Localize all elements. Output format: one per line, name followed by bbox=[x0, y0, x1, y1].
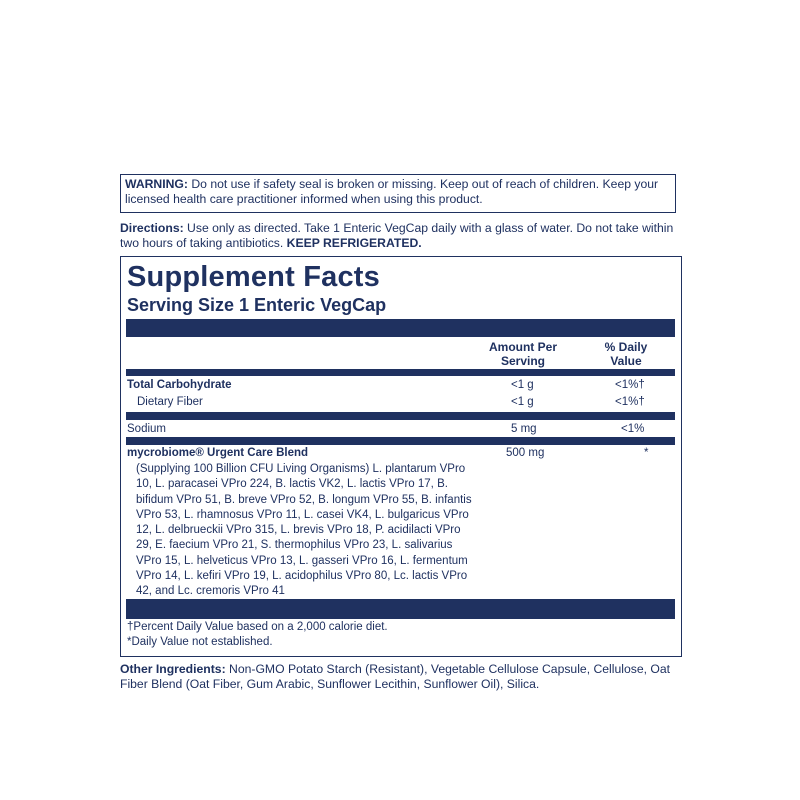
blend-description: (Supplying 100 Billion CFU Living Organisms) L. plantarum VPro 10, L. paracasei VPro 224, B. lactis VK2, L. lactis VPro 17, B. bifidum VPro 51, B. breve VPro 52, B. longum VPro 55, B. infantis VPro 53, L. rhamnosus VPro 11, L. casei VK4, L. bulgaricus VPro 12, L. delbrueckii VPro 315, L. brevis VPro 18, P. acidilacti VPro 29, E. faecium VPro 21, S. thermophilus VPro 23, L. salivarius VPro 15, L. helveticus VPro 13, L. gasseri VPro 16, L. fermentum VPro 14, L. kefiri VPro 19, L. acidophilus VPro 80, Lc. lactis VPro 42, and Lc. cremoris VPro 41 bbox=[136, 463, 472, 598]
other-ingredients-block bbox=[120, 662, 690, 692]
row-sodium-name: Sodium bbox=[127, 423, 166, 435]
thick-divider-sodium bbox=[126, 412, 675, 420]
row-blend-dv: * bbox=[644, 447, 649, 459]
other-ingredients-label: Other Ingredients: bbox=[120, 662, 226, 676]
row-sodium-dv: <1% bbox=[621, 423, 645, 435]
directions-text: Use only as directed. Take 1 Enteric VegCap daily with a glass of water. Do not take within two hours of taking antibiotics. bbox=[120, 221, 674, 250]
row-blend-amount: 500 mg bbox=[506, 447, 545, 459]
row-total-carbohydrate-name: Total Carbohydrate bbox=[127, 379, 232, 391]
row-dietary-fiber-amount: <1 g bbox=[511, 396, 534, 408]
directions-emphasis: KEEP REFRIGERATED. bbox=[286, 236, 422, 250]
thick-divider-bottom bbox=[126, 599, 675, 619]
row-total-carbohydrate-dv: <1%† bbox=[615, 379, 645, 391]
thick-divider-top bbox=[126, 319, 675, 337]
supplement-facts-panel bbox=[120, 256, 682, 657]
row-sodium-amount: 5 mg bbox=[511, 423, 537, 435]
warning-box bbox=[120, 174, 676, 213]
thick-divider-blend bbox=[126, 437, 675, 445]
directions-label: Directions: bbox=[120, 221, 184, 235]
warning-text: Do not use if safety seal is broken or missing. Keep out of reach of children. Keep your licensed health care practitioner informed when using this product. bbox=[125, 177, 659, 206]
row-total-carbohydrate-amount: <1 g bbox=[511, 379, 534, 391]
directions-text-block bbox=[120, 221, 690, 251]
supplement-facts-title: Supplement Facts bbox=[127, 261, 380, 293]
other-ingredients-text: Non-GMO Potato Starch (Resistant), Vegetable Cellulose Capsule, Cellulose, Oat Fiber Blend (Oat Fiber, Gum Arabic, Sunflower Lecithin, Sunflower Oil), Silica. bbox=[120, 662, 671, 691]
row-blend-name: mycrobiome® Urgent Care Blend bbox=[127, 447, 309, 459]
row-dietary-fiber-name: Dietary Fiber bbox=[137, 396, 203, 408]
thick-divider-header bbox=[126, 369, 675, 376]
row-dietary-fiber-dv: <1%† bbox=[615, 396, 645, 408]
serving-size: Serving Size 1 Enteric VegCap bbox=[127, 295, 387, 315]
footnote-dv-not-established: *Daily Value not established. bbox=[127, 636, 273, 648]
amount-per-serving-header: Amount Per Serving bbox=[488, 340, 557, 368]
footnote-percent-dv: †Percent Daily Value based on a 2,000 calorie diet. bbox=[127, 621, 388, 633]
warning-label: WARNING: bbox=[125, 177, 188, 191]
daily-value-header: % Daily Value bbox=[604, 340, 648, 368]
